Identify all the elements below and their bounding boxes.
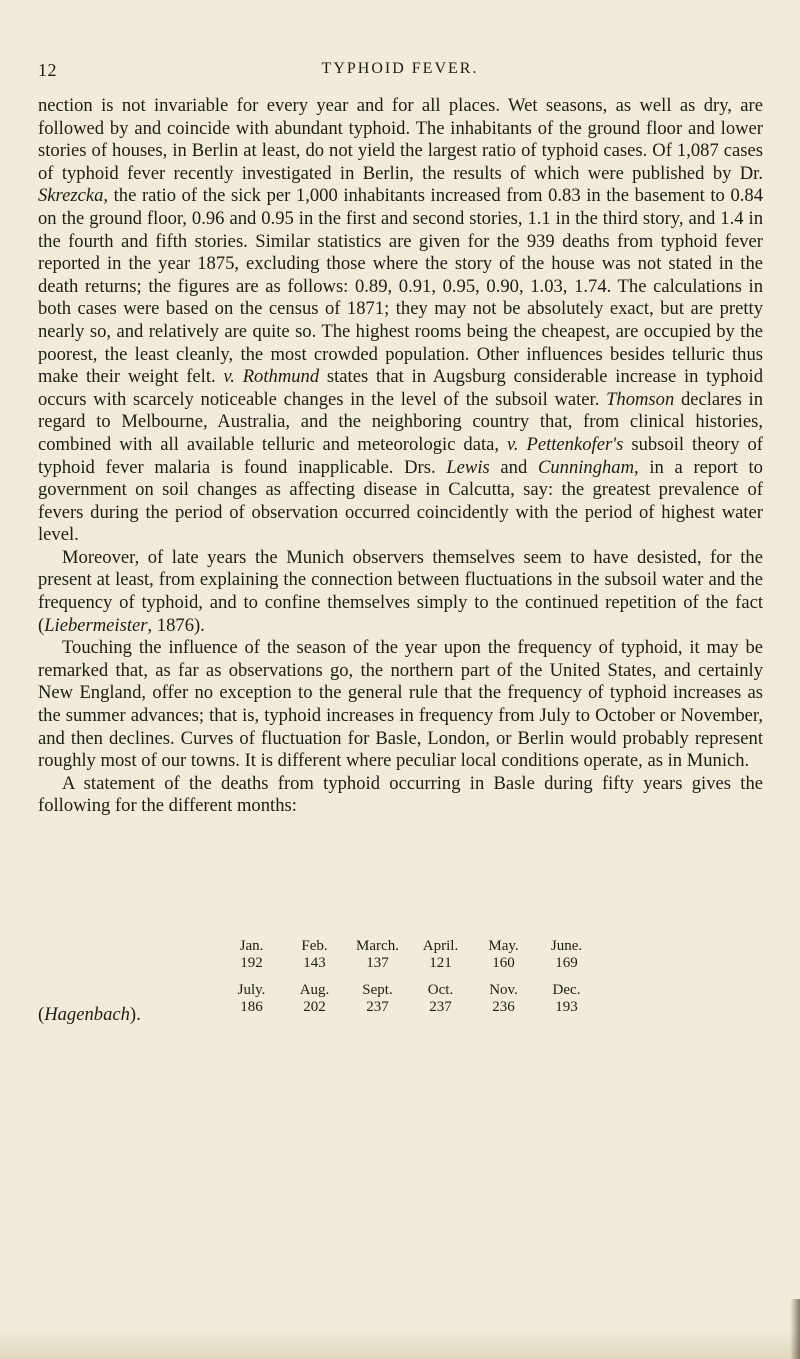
table-cell-deaths: 160 (492, 955, 515, 971)
italic-name: Liebermeister (44, 614, 148, 636)
text-run: , the ratio of the sick per 1,000 inhabitants increased from 0.83 in the basement to 0.84 on the ground floor, 0.96 and 0.95 in the first and second stories, 1.1 in the third story, and 1.4 in the fourth and fifth stories. Similar statistics are given for the 939 deaths from typhoid fever reported in the year 1875, excluding those where the story of the house was not stated in the death returns; the figures are as follows: 0.89, 0.91, 0.95, 0.90, 1.03, 1.74. The calculations in both cases were based on the census of 1871; they may not be absolutely exact, but are pretty nearly so, and relatively are quite so. The highest rooms being the cheapest, are occupied by the poorest, the least cleanly, the most crowded population. Other influences besides telluric thus make their weight felt. (38, 185, 763, 388)
table-spacer (220, 972, 598, 982)
text-run: A statement of the deaths from typhoid occurring in Basle during fifty years gives the following for the different months: (38, 772, 763, 817)
monthly-deaths-table (220, 938, 598, 1016)
table-cell-month: April. (422, 938, 459, 954)
table-cell-month: May. (488, 938, 519, 954)
table-cell-deaths: 192 (240, 955, 263, 971)
paragraph (38, 637, 763, 773)
body-text (38, 95, 763, 818)
running-head: TYPHOID FEVER. (321, 60, 479, 77)
table-cell-deaths: 121 (429, 955, 452, 971)
page-edge-mark (790, 1299, 800, 1359)
text-run: states that in Augsburg considerable increase in typhoid occurs with scarcely noticeable changes in the level of the subsoil water. (38, 366, 763, 410)
text-run: subsoil theory of typhoid fever malaria is found inapplicable. Drs. (38, 433, 763, 478)
paragraph (38, 95, 763, 547)
table-row-months (220, 938, 598, 955)
table-cell-deaths: 193 (555, 999, 578, 1015)
citation-open: ( (38, 1004, 45, 1025)
table-cell-deaths: 237 (366, 999, 389, 1015)
table-cell-month: Sept. (362, 982, 393, 998)
table-cell-deaths: 237 (429, 999, 452, 1015)
text-run: nection is not invariable for every year and for all places. Wet seasons, as well as dry, are followed by and coincide with abundant typhoid. The inhabitants of the ground floor and lower stories of houses, in Berlin at least, do not yield the largest ratio of typhoid cases. Of 1,087 cases of typhoid fever recently investigated in Berlin, the results of which were published by Dr. (38, 95, 763, 184)
table-cell-month: Dec. (552, 982, 581, 998)
table-cell-month: June. (550, 938, 583, 954)
table-cell-month: March. (356, 938, 399, 954)
text-run: Moreover, of late years the Munich observers themselves seem to have desisted, for the present at least, from explaining the connection between fluctuations in the subsoil water and the frequency of typhoid, and to confine themselves simply to the continued repetition of the fact ( (38, 546, 763, 636)
italic-name: Thomson (606, 388, 675, 410)
page-bottom-stain (0, 1329, 800, 1359)
table-cell-month: Nov. (489, 982, 518, 998)
source-citation (38, 1004, 141, 1026)
table-cell-month: Aug. (299, 982, 330, 998)
table-cell-month: Jan. (239, 938, 264, 954)
page-header (38, 60, 762, 86)
citation-author: Hagenbach (44, 1004, 130, 1025)
paragraph (38, 547, 763, 637)
text-run: Touching the influence of the season of the year upon the frequency of typhoid, it may be remarked that, as far as observations go, the northern part of the United States, and certainly New England, offer no exception to the general rule that the frequency of typhoid increases as the summer advances; that is, typhoid increases in frequency from July to October or November, and then declines. Curves of fluctuation for Basle, London, or Berlin would probably represent roughly most of our towns. It is different where peculiar local conditions operate, as in Munich. (38, 637, 763, 772)
italic-name: Skrezcka (38, 185, 104, 207)
table-row-months (220, 982, 598, 999)
table-cell-deaths: 186 (240, 999, 263, 1015)
page-number: 12 (38, 60, 57, 80)
paragraph (38, 773, 763, 818)
table-cell-deaths: 143 (303, 955, 326, 971)
table-cell-deaths: 236 (492, 999, 515, 1015)
table-cell-deaths: 202 (303, 999, 326, 1015)
table-row-deaths (220, 955, 598, 972)
italic-name: Lewis (446, 456, 490, 478)
table-row-deaths (220, 999, 598, 1016)
citation-close: ). (129, 1004, 141, 1025)
italic-name: v. Pettenkofer's (507, 433, 624, 455)
table-cell-month: July. (237, 982, 266, 998)
text-run: , in a report to government on soil changes as affecting disease in Calcutta, say: the greatest prevalence of fevers during the period of observation occurred coincidently with the period of highest water level. (38, 456, 763, 546)
table-cell-month: Oct. (427, 982, 454, 998)
text-run: declares in regard to Melbourne, Australia, and the neighboring country that, from clinical histories, combined with all available telluric and meteorologic data, (38, 388, 763, 455)
italic-name: Cunningham (537, 456, 635, 478)
table-cell-deaths: 137 (366, 955, 389, 971)
table-cell-deaths: 169 (555, 955, 578, 971)
italic-name: v. Rothmund (223, 366, 320, 388)
text-run: and (489, 456, 538, 478)
table-cell-month: Feb. (301, 938, 328, 954)
text-run: , 1876). (147, 614, 205, 636)
